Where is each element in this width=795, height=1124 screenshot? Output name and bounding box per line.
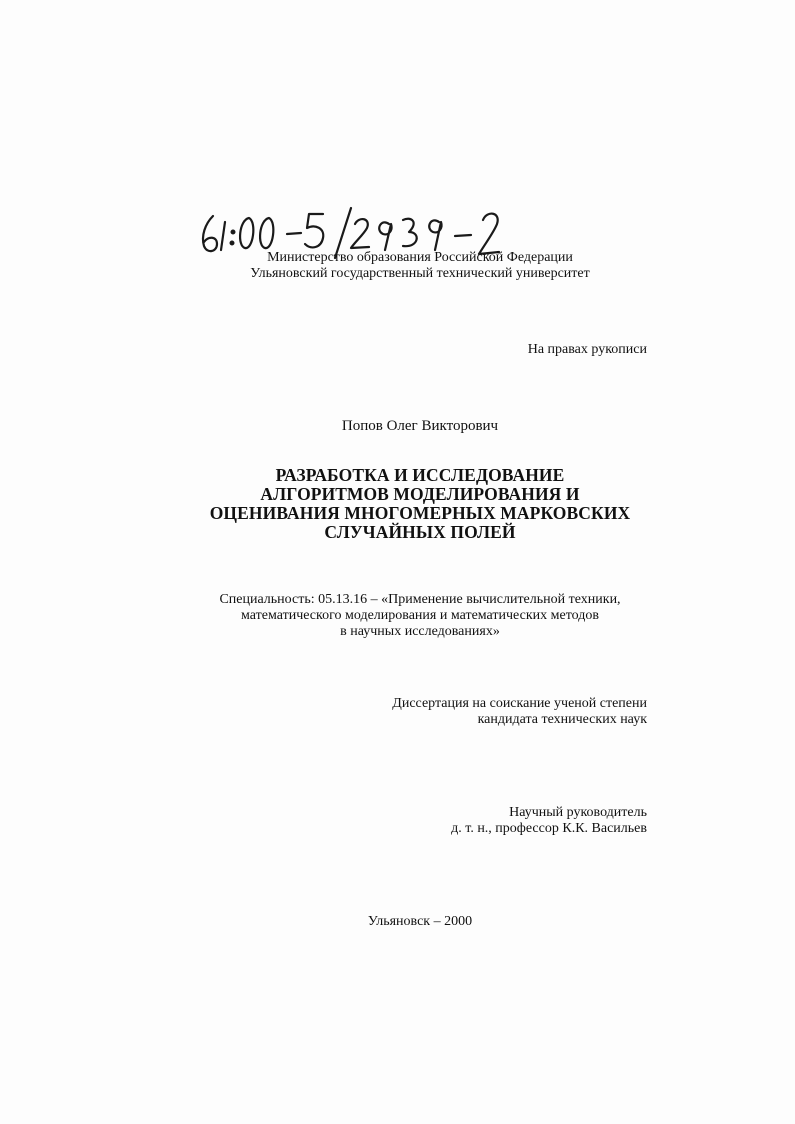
author-name: Попов Олег Викторович [341,418,499,434]
university-line: Ульяновский государственный технический университет [250,266,590,281]
title-line: ОЦЕНИВАНИЯ МНОГОМЕРНЫХ МАРКОВСКИХ [209,503,631,523]
specialty-line: Специальность: 05.13.16 – «Применение вычислительной техники, [219,592,621,607]
city-year: Ульяновск – 2000 [367,914,473,929]
dissertation-title [0,466,795,542]
title-line: СЛУЧАЙНЫХ ПОЛЕЙ [324,522,516,542]
dissertation-line: кандидата технических наук [477,712,647,727]
title-line: АЛГОРИТМОВ МОДЕЛИРОВАНИЯ И [260,484,580,504]
supervisor-line: д. т. н., профессор К.К. Васильев [451,821,647,836]
ministry-line: Министерство образования Российской Федерации [267,250,573,265]
dissertation-line: Диссертация на соискание ученой степени [392,696,647,711]
specialty-line: в научных исследованиях» [340,624,500,639]
title-line: РАЗРАБОТКА И ИССЛЕДОВАНИЕ [275,465,565,485]
manuscript-rights: На правах рукописи [527,342,647,357]
dissertation-degree [392,696,647,728]
supervisor-line: Научный руководитель [509,805,647,820]
specialty-line: математического моделирования и математических методов [241,608,599,623]
scientific-supervisor [451,805,647,837]
